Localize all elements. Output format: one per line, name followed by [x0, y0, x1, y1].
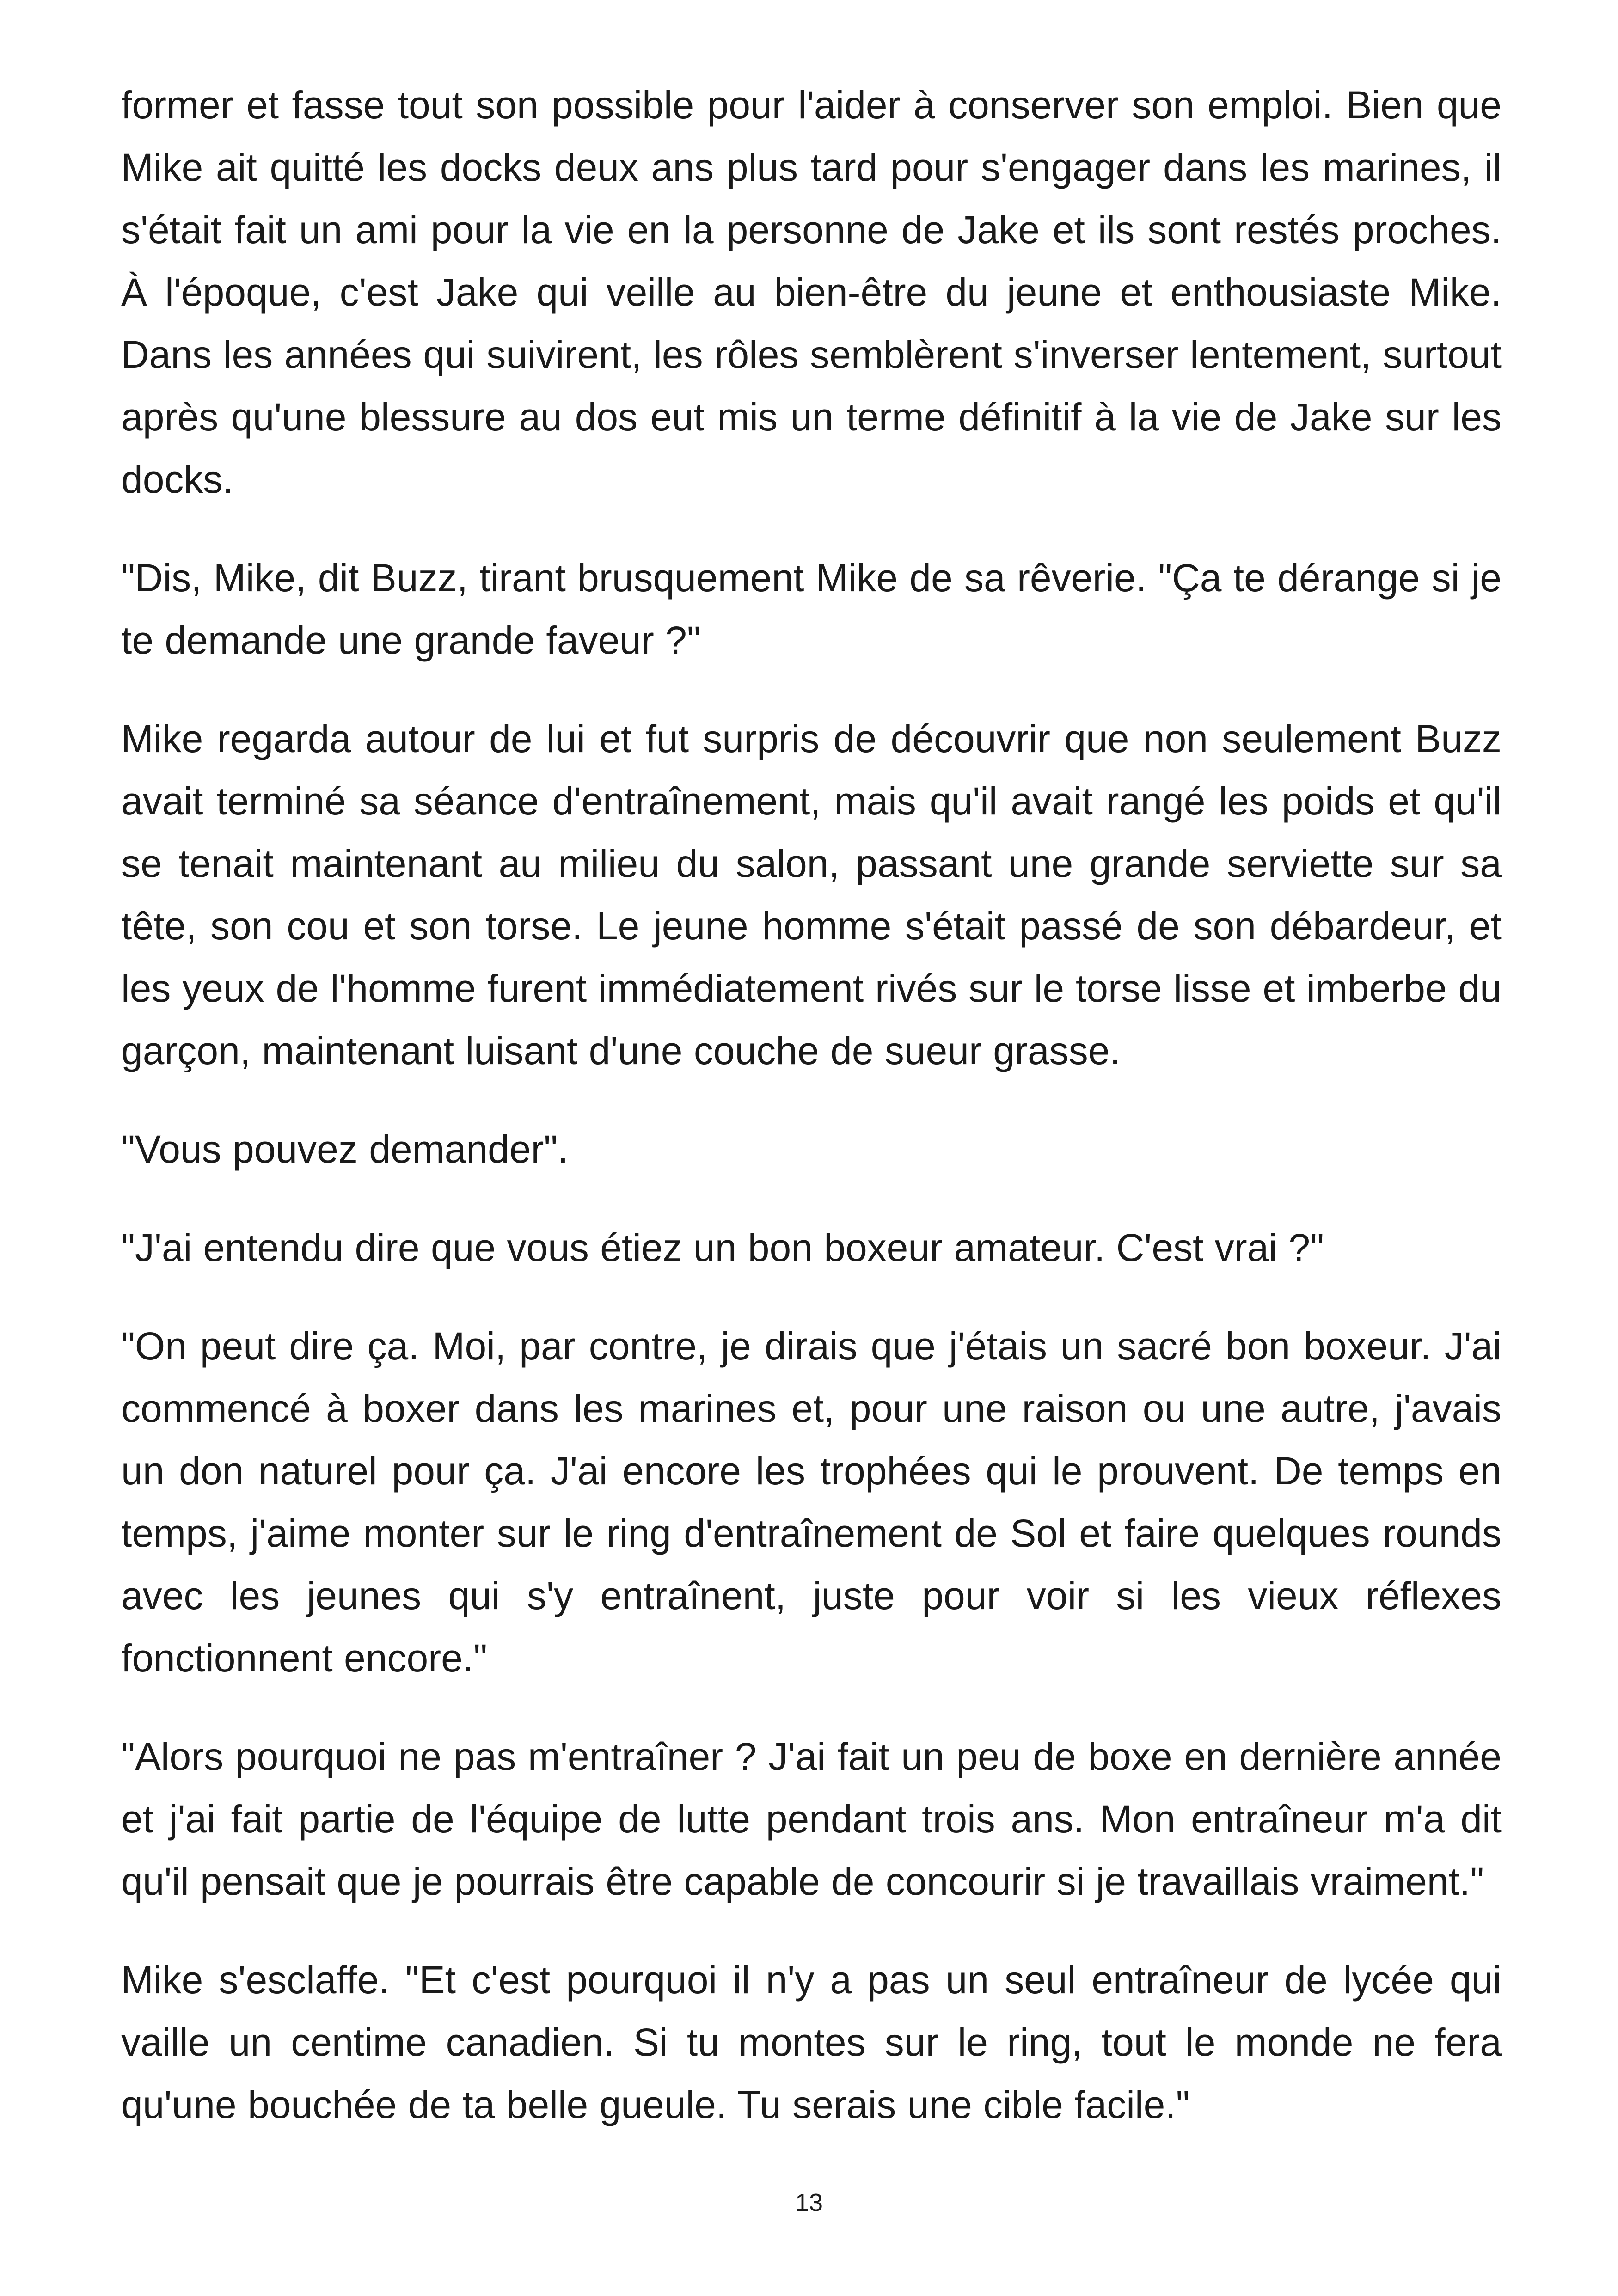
paragraph-6: "On peut dire ça. Moi, par contre, je dirais que j'étais un sacré bon boxeur. J'ai commencé à boxer dans les marines et, pour une raison ou une autre, j'avais un don naturel pour ça. J'ai encore les trophées qui le prouvent. De temps en temps, j'aime monter sur le ring d'entraînement de Sol et faire quelques rounds avec les jeunes qui s'y entraînent, juste pour voir si les vieux réflexes fonctionnent encore.": [121, 1324, 1502, 1680]
paragraph-1: former et fasse tout son possible pour l'aider à conserver son emploi. Bien que Mike ait quitté les docks deux ans plus tard pour s'engager dans les marines, il s'était fait un ami pour la vie en la personne de Jake et ils sont restés proches. À l'époque, c'est Jake qui veille au bien-être du jeune et enthousiaste Mike. Dans les années qui suivirent, les rôles semblèrent s'inverser lentement, surtout après qu'une blessure au dos eut mis un terme définitif à la vie de Jake sur les docks.: [121, 83, 1502, 501]
page-number: 13: [795, 2189, 823, 2216]
paragraph-3: Mike regarda autour de lui et fut surpris de découvrir que non seulement Buzz avait terminé sa séance d'entraînement, mais qu'il avait rangé les poids et qu'il se tenait maintenant au milieu du salon, passant une grande serviette sur sa tête, son cou et son torse. Le jeune homme s'était passé de son débardeur, et les yeux de l'homme furent immédiatement rivés sur le torse lisse et imberbe du garçon, maintenant luisant d'une couche de sueur grasse.: [121, 717, 1502, 1072]
document-page: [121, 74, 1502, 2172]
paragraph-2: "Dis, Mike, dit Buzz, tirant brusquement Mike de sa rêverie. "Ça te dérange si je te demande une grande faveur ?": [121, 556, 1502, 662]
paragraph-7: "Alors pourquoi ne pas m'entraîner ? J'ai fait un peu de boxe en dernière année et j'ai fait partie de l'équipe de lutte pendant trois ans. Mon entraîneur m'a dit qu'il pensait que je pourrais être capable de concourir si je travaillais vraiment.": [121, 1735, 1502, 1903]
paragraph-5: "J'ai entendu dire que vous étiez un bon boxeur amateur. C'est vrai ?": [121, 1226, 1324, 1269]
paragraph-8: Mike s'esclaffe. "Et c'est pourquoi il n'y a pas un seul entraîneur de lycée qui vaille un centime canadien. Si tu montes sur le ring, tout le monde ne fera qu'une bouchée de ta belle gueule. Tu serais une cible facile.": [121, 1958, 1502, 2126]
paragraph-4: "Vous pouvez demander".: [121, 1127, 569, 1171]
